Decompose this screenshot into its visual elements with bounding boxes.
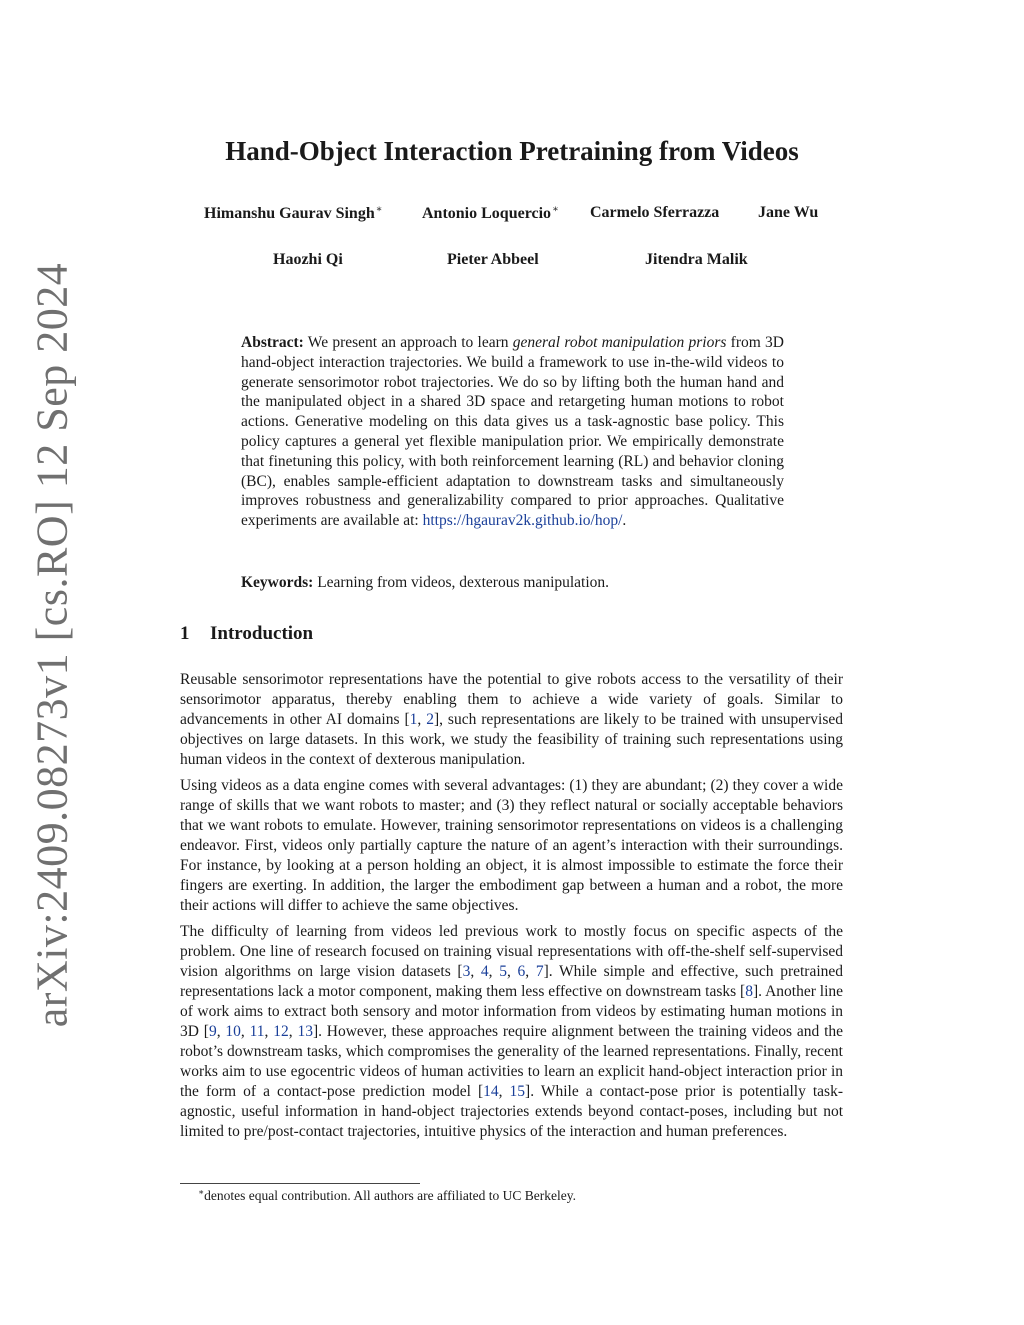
citation-link[interactable]: 8 — [745, 983, 753, 1000]
paragraph-text: ]. However, these approaches require alignment between the training videos and the robot’s downstream tasks, which compromises the generality of the learned representations. Finally, recent works aim to use egocentric videos of human activities to learn an explicit hand-object interaction prior in the form of a contact-pose prediction model [ — [180, 1023, 844, 1100]
footnote-text: denotes equal contribution. All authors are affiliated to UC Berkeley. — [204, 1188, 577, 1203]
abstract-text: from 3D hand-object interaction trajectories. We build a framework to use in-the-wild videos to generate sensorimotor robot trajectories. We do so by lifting both the human hand and the manipulated object in a shared 3D space and retargeting human motions to robot actions. Generative modeling on this data gives us a task-agnostic base policy. This policy captures a general yet flexible manipulation prior. We empirically demonstrate that finetuning this policy, with both reinforcement learning (RL) and behavior cloning (BC), enables sample-efficient adaptation to downstream tasks and simultaneously improves robustness and generalizability compared to prior approaches. Qualitative experiments are available at: — [241, 334, 784, 530]
citation-link[interactable]: 10 — [225, 1023, 241, 1040]
paragraph-text: ]. While simple and effective, such pretrained representations lack a motor component, making them less effective on downstream tasks [ — [180, 963, 844, 1000]
equal-contribution-mark: ∗ — [375, 204, 383, 215]
author-singh — [204, 204, 383, 223]
paragraph-text: , — [506, 963, 518, 980]
abstract-label: Abstract: — [241, 334, 304, 351]
author-loquercio — [422, 204, 559, 223]
project-link[interactable]: https://hgaurav2k.github.io/hop/ — [422, 512, 623, 530]
citation-link[interactable]: 2 — [426, 711, 434, 728]
section-heading — [180, 623, 313, 645]
paragraph-text: Reusable sensorimotor representations have the potential to give robots access to the versatility of their sensorimotor apparatus, thereby enabling them to achieve a wide variety of goals. Similar to advancements in other AI domains [ — [180, 671, 843, 728]
paragraph-text: ]. While a contact-pose prior is potentially task-agnostic, useful information in hand-object trajectories extends beyond contact-poses, including but not limited to pre/post-contact trajectories, intuitive physics of the interaction and human preferences. — [180, 1083, 843, 1140]
keywords-text: Learning from videos, dexterous manipulation. — [313, 574, 610, 591]
abstract-emphasis: general robot manipulation priors — [512, 334, 727, 351]
paragraph-text: , — [525, 963, 536, 980]
section-title: Introduction — [210, 623, 314, 644]
author-name: Pieter Abbeel — [447, 251, 539, 268]
body-text — [180, 670, 843, 1148]
citation-link[interactable]: 4 — [480, 963, 489, 980]
arxiv-identifier: arXiv:2409.08273v1 [cs.RO] 12 Sep 2024 — [27, 262, 77, 1028]
equal-contribution-mark: ∗ — [552, 204, 559, 215]
citation-link[interactable]: 14 — [483, 1083, 499, 1100]
keywords-label: Keywords: — [241, 574, 314, 591]
footnote-rule — [180, 1183, 420, 1184]
paragraph-text: , — [417, 711, 427, 728]
paragraph-text: Using videos as a data engine comes with several advantages: (1) they are abundant; (2) they cover a wide range of skills that we want robots to master; and (3) they reflect natural or socially acceptable behaviors that we want robots to emulate. However, training sensorimotor representations on videos is a challenging endeavor. First, videos only partially capture the nature of an agent’s interaction with their surroundings. For instance, by looking at a person holding an object, it is almost impossible to estimate the force their fingers are exerting. In addition, the larger the embodiment gap between a human and a robot, the more their actions will differ to achieve the same objectives. — [180, 777, 843, 914]
footnote — [198, 1187, 576, 1204]
paper-title: Hand-Object Interaction Pretraining from Videos — [225, 136, 799, 166]
paragraph-text: , — [240, 1023, 250, 1040]
abstract-text: We present an approach to learn — [303, 334, 513, 351]
author-qi — [273, 251, 343, 269]
citation-link[interactable]: 15 — [509, 1083, 526, 1100]
author-name: Carmelo Sferrazza — [590, 204, 720, 221]
citation-link[interactable]: 5 — [499, 963, 507, 980]
paragraph — [180, 670, 843, 770]
abstract — [241, 333, 784, 531]
paragraph-text: ], such representations are likely to be trained with unsupervised objectives on large datasets. In this work, we study the feasibility of training such representations using human videos in the context of dexterous manipulation. — [180, 711, 844, 768]
citation-link[interactable]: 1 — [409, 711, 418, 728]
author-name: Jitendra Malik — [645, 251, 748, 268]
author-name: Himanshu Gaurav Singh — [204, 205, 375, 222]
citation-link[interactable]: 7 — [535, 963, 544, 980]
citation-link[interactable]: 13 — [297, 1023, 313, 1040]
paragraph-text: , — [264, 1023, 274, 1040]
footnote-mark: ∗ — [198, 1187, 205, 1197]
citation-link[interactable]: 12 — [273, 1023, 289, 1040]
abstract-text: . — [622, 512, 627, 530]
author-abbeel — [447, 251, 539, 269]
paragraph-text: , — [470, 963, 481, 980]
author-wu — [758, 204, 818, 222]
paragraph-text: ]. Another line of work aims to extract both sensory and motor information from videos by estimating human motions in 3D [ — [180, 983, 844, 1040]
citation-link[interactable]: 11 — [249, 1023, 265, 1040]
author-name: Haozhi Qi — [273, 251, 343, 268]
paragraph-text: The difficulty of learning from videos led previous work to mostly focus on specific aspects of the problem. One line of research focused on training visual representations with off-the-shelf self-supervised vision algorithms on large vision datasets [ — [180, 923, 843, 980]
paragraph-text: , — [288, 1023, 298, 1040]
author-sferrazza — [590, 204, 719, 222]
paragraph-text: , — [498, 1083, 510, 1100]
keywords — [241, 574, 784, 592]
citation-link[interactable]: 9 — [208, 1023, 217, 1040]
paragraph — [180, 776, 843, 916]
paragraph-text: , — [216, 1023, 226, 1040]
section-number: 1 — [180, 623, 190, 644]
paragraph-text: , — [488, 963, 500, 980]
citation-link[interactable]: 3 — [462, 963, 471, 980]
author-name: Jane Wu — [758, 204, 819, 221]
author-name: Antonio Loquercio — [422, 205, 552, 222]
citation-link[interactable]: 6 — [517, 963, 526, 980]
paragraph — [180, 922, 843, 1142]
author-malik — [645, 251, 748, 269]
